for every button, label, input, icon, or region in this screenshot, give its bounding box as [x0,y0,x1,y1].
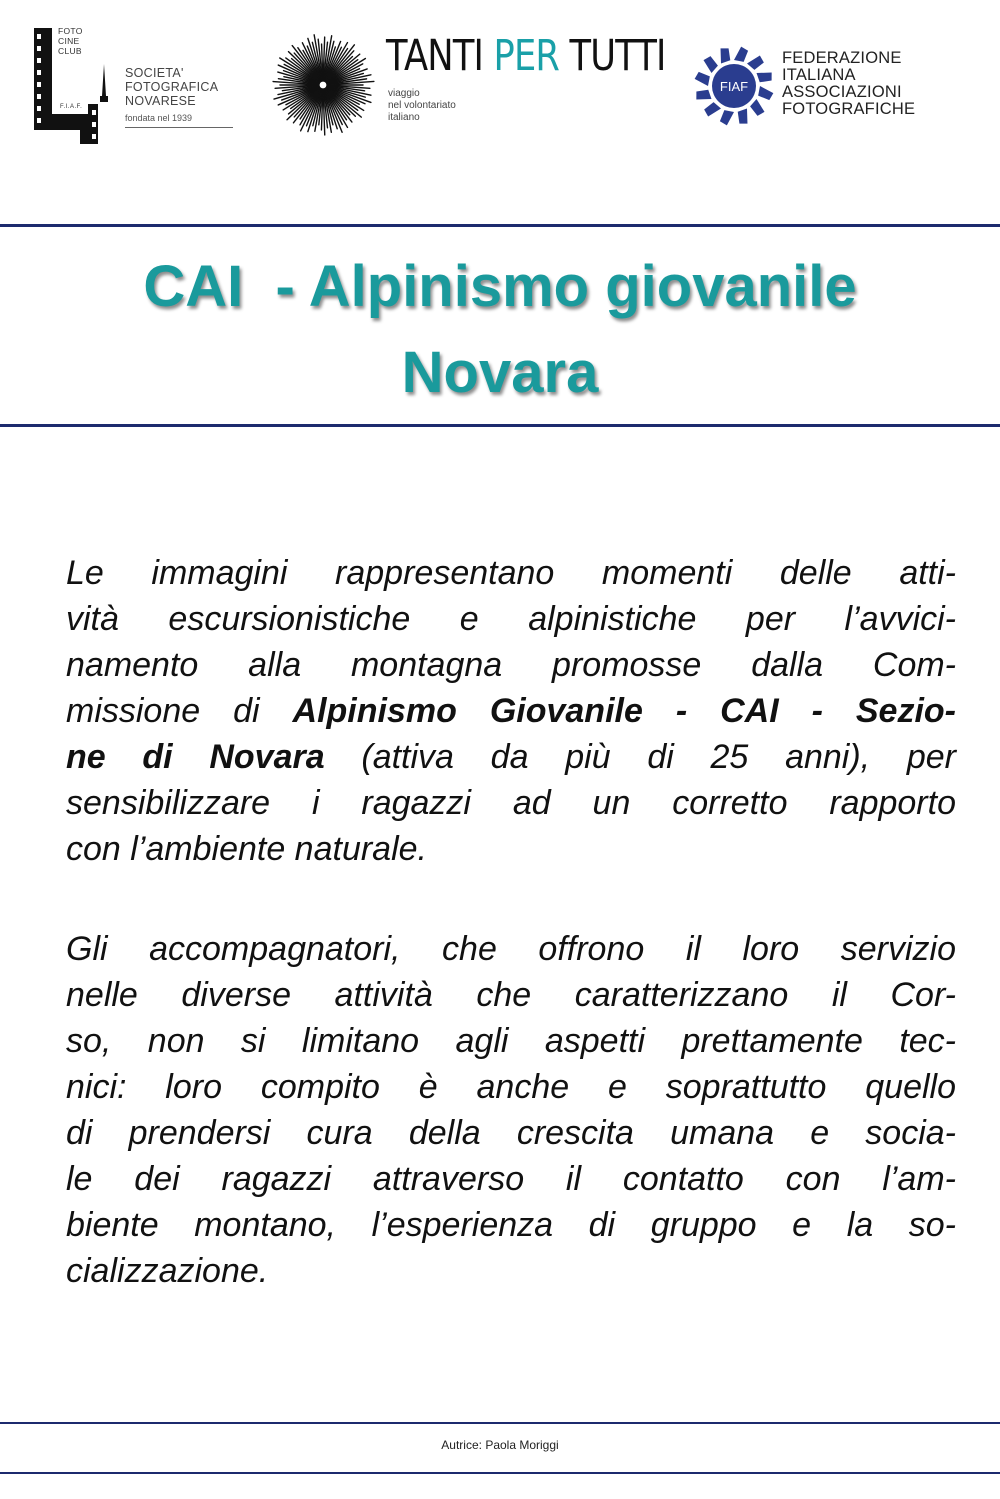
text-line: nici: loro compito è anche e soprattutto quello [66,1068,956,1106]
text-line: Le immagini rappresentano momenti delle atti- [66,554,956,592]
top-divider [0,224,1000,227]
text-line: biente montano, l’esperienza di gruppo e la so- [66,1206,956,1244]
page-title [0,244,1000,416]
paragraph-2 [66,926,956,1294]
fiaf-mark: F.I.A.F. [60,104,83,110]
sfn-founded: fondata nel 1939 [125,113,193,123]
text-line: sensibilizzare i ragazzi ad un corretto rapporto [66,784,956,822]
text-line: con l’ambiente naturale. [66,830,428,868]
footer-divider-bottom [0,1472,1000,1474]
title-line-1: CAI - Alpinismo giovanile [143,254,857,319]
starburst-icon [268,30,378,140]
text-line: di prendersi cura della crescita umana e socia- [66,1114,956,1152]
text-line: namento alla montagna promosse dalla Com- [66,646,956,684]
author-credit: Autrice: Paola Moriggi [441,1438,559,1452]
sfn-name: SOCIETA' FOTOGRAFICA NOVARESE [125,66,219,108]
text-line: missione di Alpinismo Giovanile - CAI - Sezio- [66,692,956,730]
text-line: vità escursionistiche e alpinistiche per l’avvici- [66,600,956,638]
text-line: cializzazione. [66,1252,269,1290]
tanti-per-tutti-logo [268,30,666,142]
title-divider [0,424,1000,427]
fiaf-name: FEDERAZIONE ITALIANA ASSOCIAZIONI FOTOGRAFICHE [782,49,916,118]
bold-org-name: ne di Novara [66,738,325,776]
foto-cine-club-label: FOTO CINE CLUB [58,26,83,56]
societa-fotografica-novarese-logo [30,26,235,146]
bold-org-name: Alpinismo Giovanile - CAI - Sezio- [292,692,956,730]
tanti-per-tutti-subtitle: viaggio nel volontariato italiano [388,88,456,123]
fiaf-logo [690,28,975,146]
tanti-per-tutti-title: TANTI PER TUTTI [386,31,666,81]
text-line: so, non si limitano agli aspetti prettamente tec- [66,1022,956,1060]
text-line: le dei ragazzi attraverso il contatto con l’am- [66,1160,956,1198]
paragraph-1 [66,550,956,872]
text-line: nelle diverse attività che caratterizzano il Cor- [66,976,956,1014]
fiaf-badge-text: FIAF [719,79,749,94]
title-line-2: Novara [401,340,599,405]
sfn-underline [125,127,233,128]
footer-divider-top [0,1422,1000,1424]
aperture-ring-icon [690,28,780,138]
text-line: ne di Novara (attiva da più di 25 anni), per [66,738,956,776]
text-line: Gli accompagnatori, che offrono il loro servizio [66,930,956,968]
